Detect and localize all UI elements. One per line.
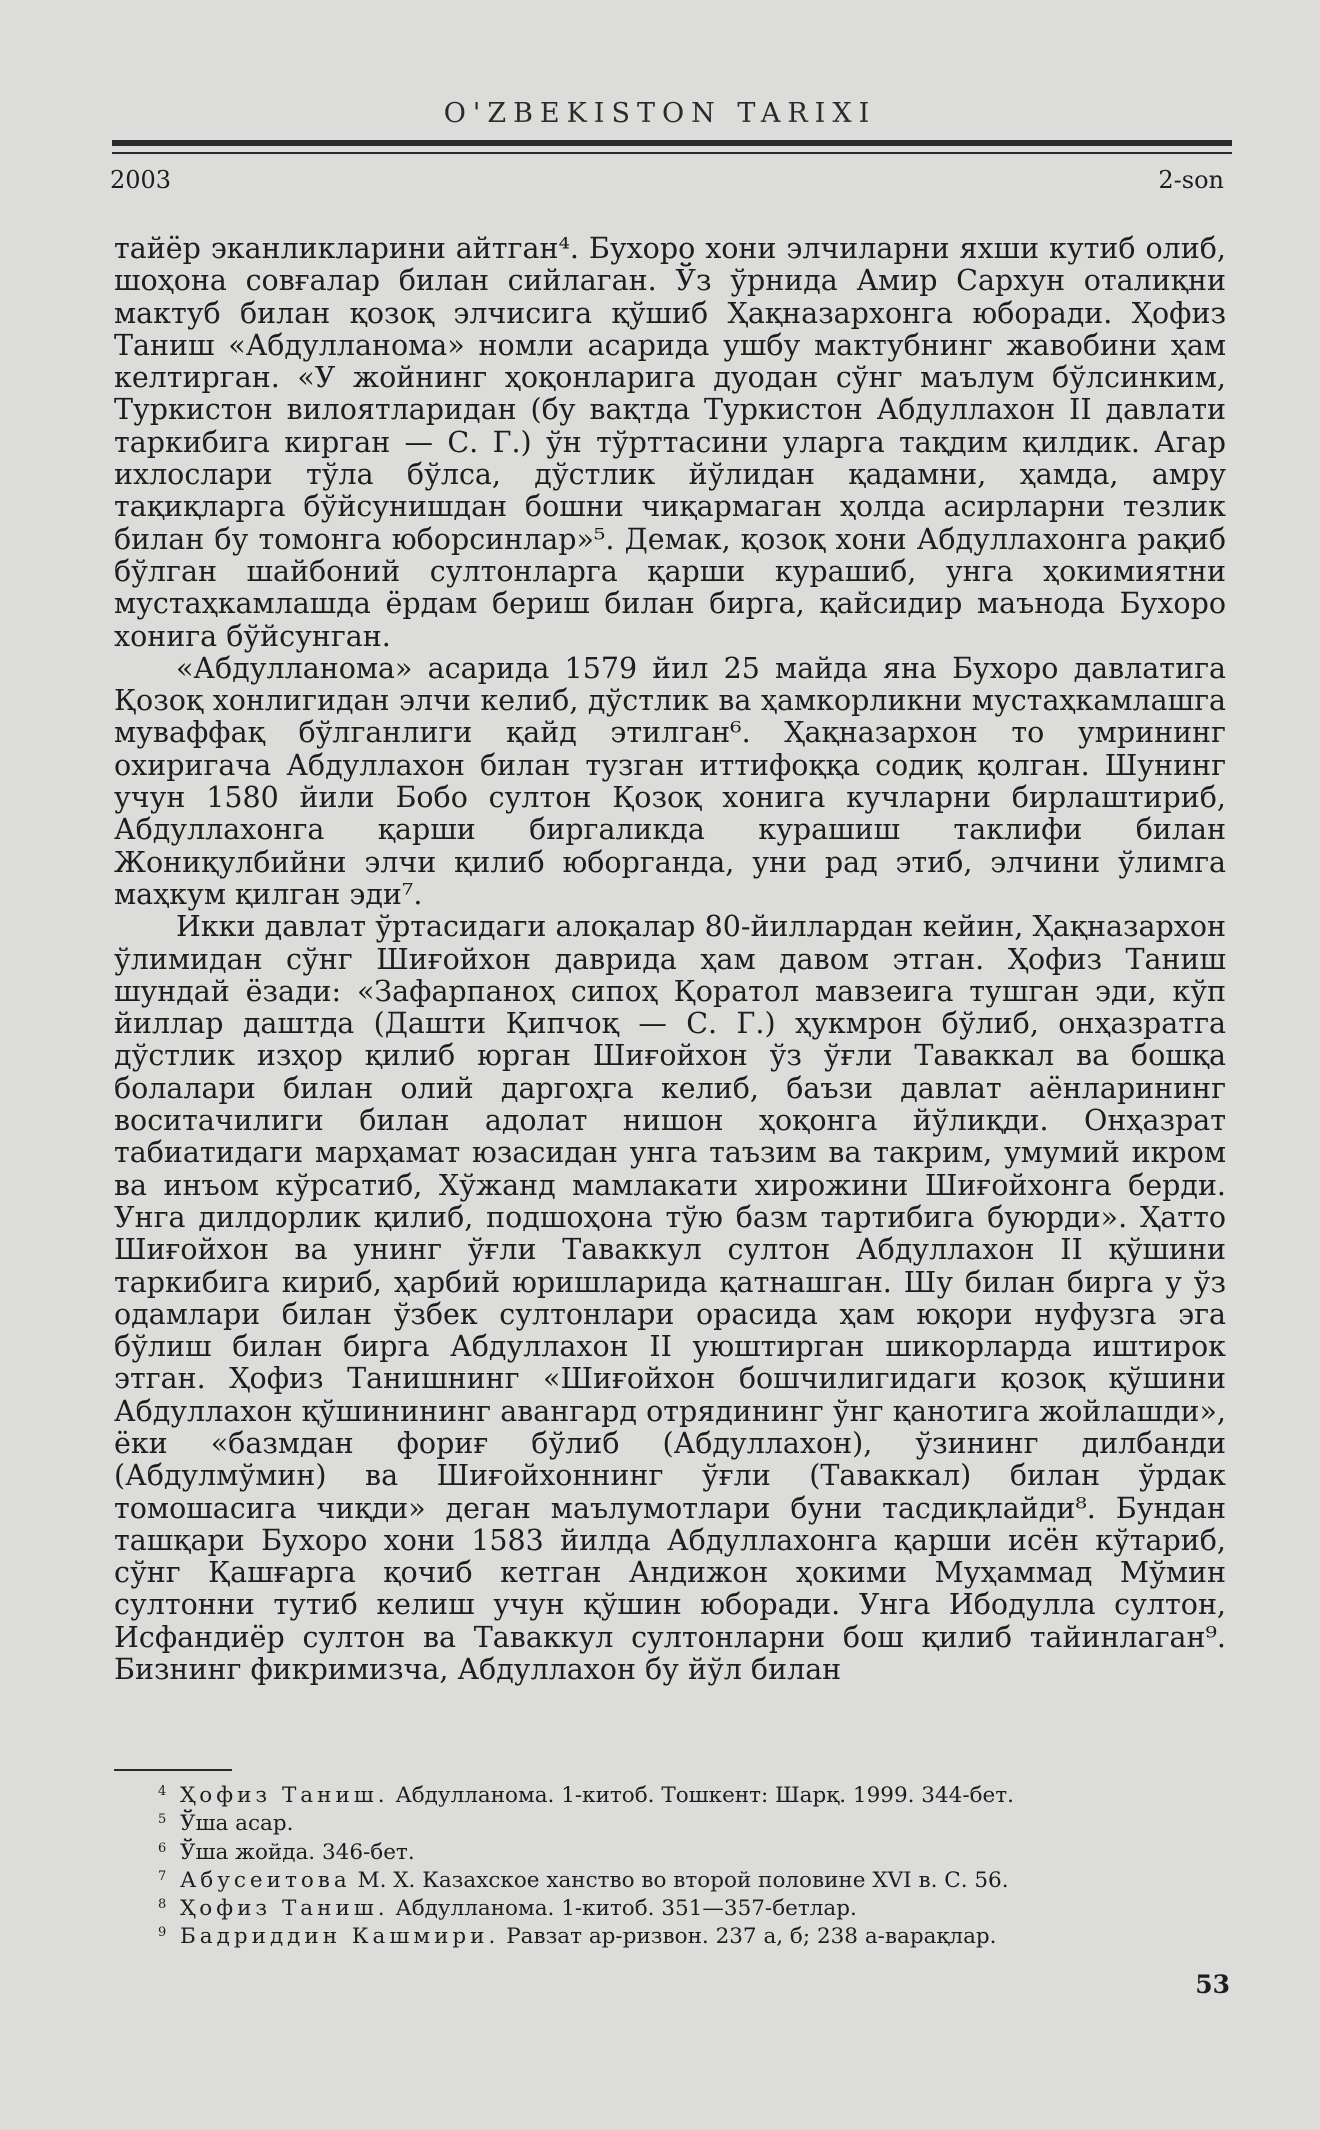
footnote-text: Равзат ар-ризвон. 237 а, б; 238 а-варақлар. (499, 1924, 997, 1950)
footnote-author: Абусеитова (180, 1867, 351, 1893)
header-rule-thick (112, 140, 1232, 146)
footnote-text: Ўша асар. (180, 1811, 294, 1837)
footnote-9: 9 Бадриддин Кашмири. Равзат ар-ризвон. 237 а, б; 238 а-варақлар. (158, 1924, 997, 1950)
footnote-author: Бадриддин Кашмири. (180, 1924, 500, 1950)
footnote-5: 5 Ўша асар. (158, 1811, 294, 1837)
paragraph-1: тайёр эканликларини айтган⁴. Бухоро хони элчиларни яхши кутиб олиб, шоҳона совғалар билан сийлаган. Ўз ўрнида Амир Сархун оталиқни мактуб билан қозоқ элчисига қўшиб Ҳақназархонга юборади. Ҳофиз Таниш «Абдулланома» номли асарида ушбу мактубнинг жавобини ҳам келтирган. «У жойнинг ҳоқонларига дуодан сўнг маълум бўлсинким, Туркистон вилоятларидан (бу вақтда Туркистон Абдуллахон II давлати таркибига кирган — С. Г.) ўн тўрттасини уларга тақдим қилдик. Агар ихлослари тўла бўлса, дўстлик йўлидан қадамни, ҳамда, амру тақиқларга бўйсунишдан бошни чиқармаган ҳолда асирларни тезлик билан бу томонга юборсинлар»⁵. Демак, қозоқ хони Абдуллахонга рақиб бўлган шайбоний султонларга қарши курашиб, унга ҳокимиятни мустаҳкамлашда ёрдам бериш билан бирга, қайсидир маънода Бухоро хонига бўйсунган. (114, 232, 1226, 653)
footnote-text: Абдулланома. 1-китоб. 351—357-бетлар. (388, 1896, 857, 1922)
footnote-6: 6 Ўша жойда. 346-бет. (158, 1839, 415, 1865)
journal-title: O'ZBEKISTON TARIXI (443, 98, 877, 129)
footnote-8: 8 Ҳофиз Таниш. Абдулланома. 1-китоб. 351—357-бетлар. (158, 1896, 857, 1922)
footnote-author: Ҳофиз Таниш. (180, 1783, 389, 1808)
article-body (114, 233, 1226, 1686)
footnote-text: М. Х. Казахское ханство во второй половине XVI в. С. 56. (350, 1867, 1009, 1893)
paragraph-2: «Абдулланома» асарида 1579 йил 25 майда яна Бухоро давлатига Қозоқ хонлигидан элчи келиб, дўстлик ва ҳамкорликни мустаҳкамлашга муваффақ бўлганлиги қайд этилган⁶. Ҳақназархон то умрининг охиригача Абдуллахон билан тузган иттифоққа содиқ қолган. Шунинг учун 1580 йили Бобо султон Қозоқ хонига кучларни бирлаштириб, Абдуллахонга қарши биргаликда курашиш таклифи билан Жониқулбийни элчи қилиб юборганда, уни рад этиб, элчини ўлимга маҳкум қилган эди⁷. (114, 651, 1226, 911)
footnote-7: 7 Абусеитова М. Х. Казахское ханство во второй половине XVI в. С. 56. (158, 1867, 1009, 1893)
footnote-text: Абдулланома. 1-китоб. Тошкент: Шарқ. 1999. 344-бет. (388, 1783, 1014, 1808)
footnote-text: Ўша жойда. 346-бет. (180, 1839, 415, 1865)
issue-number: 2-son (1158, 166, 1224, 194)
footnotes (158, 1782, 1230, 1952)
footnote-author: Ҳофиз Таниш. (180, 1896, 389, 1922)
paragraph-3: Икки давлат ўртасидаги алоқалар 80-йиллардан кейин, Ҳақназархон ўлимидан сўнг Шиғойхон даврида ҳам давом этган. Ҳофиз Таниш шундай ёзади: «Зафарпаноҳ сипоҳ Қоратол мавзеига тушган эди, кўп йиллар даштда (Дашти Қипчоқ — С. Г.) ҳукмрон бўлиб, онҳазратга дўстлик изҳор қилиб юрган Шиғойхон ўз ўғли Таваккал ва бошқа болалари билан олий даргоҳга келиб, баъзи давлат аёнларининг воситачилиги билан адолат нишон ҳоқонга йўлиқди. Онҳазрат табиатидаги марҳамат юзасидан унга таъзим ва такрим, умумий икром ва инъом кўрсатиб, Хўжанд мамлакати хирожини Шиғойхонга берди. Унга дилдорлик қилиб, подшоҳона тўю базм тартибига буюрди». Ҳатто Шиғойхон ва унинг ўғли Таваккул султон Абдуллахон II қўшини таркибига кириб, ҳарбий юришларида қатнашган. Шу билан бирга у ўз одамлари билан ўзбек султонлари орасида ҳам юқори нуфузга эга бўлиш билан бирга Абдуллахон II уюштирган шикорларда иштирок этган. Ҳофиз Танишнинг «Шиғойхон бошчилигидаги қозоқ қўшини Абдуллахон қўшинининг авангард отрядининг ўнг қанотига жойлашди», ёки «базмдан фориғ бўлиб (Абдуллахон), ўзининг дилбанди (Абдулмўмин) ва Шиғойхоннинг ўғли (Таваккал) билан ўрдак томошасига чиқди» деган маълумотлари буни тасдиқлайди⁸. Бундан ташқари Бухоро хони 1583 йилда Абдуллахонга қарши исён кўтариб, сўнг Қашғарга қочиб кетган Андижон ҳокими Муҳаммад Мўмин султонни тутиб келиш учун қўшин юборади. Унга Ибодулла султон, Исфандиёр султон ва Таваккул султонларни бош қилиб тайинлаган⁹. Бизнинг фикримизча, Абдуллахон бу йўл билан (114, 910, 1226, 1687)
footnote-separator (114, 1769, 232, 1771)
footnote-4: 4 Ҳофиз Таниш. Абдулланома. 1-китоб. Тошкент: Шарқ. 1999. 344-бет. (158, 1783, 1014, 1808)
page-number: 53 (1195, 1970, 1230, 1999)
issue-year: 2003 (110, 166, 172, 194)
header-rule-thin (112, 152, 1232, 154)
